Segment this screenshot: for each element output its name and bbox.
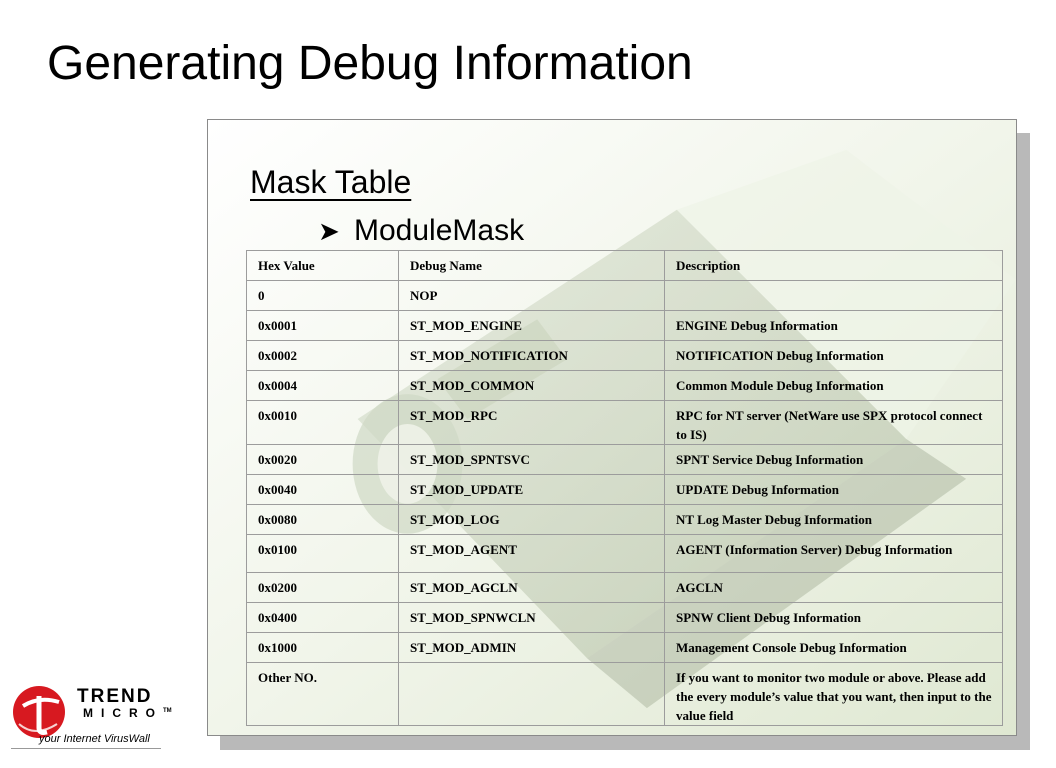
cell-desc: NT Log Master Debug Information: [665, 505, 1003, 535]
cell-desc: ENGINE Debug Information: [665, 311, 1003, 341]
arrow-bullet-icon: ➤: [318, 216, 340, 246]
table-row: [247, 633, 1003, 663]
table-row: [247, 371, 1003, 401]
header-description: Description: [665, 251, 1003, 281]
logo-tagline: your Internet VirusWall: [39, 733, 150, 745]
table-row: [247, 603, 1003, 633]
cell-hex: 0x0200: [247, 573, 399, 603]
cell-hex: 0x1000: [247, 633, 399, 663]
cell-name: NOP: [399, 281, 665, 311]
table-row: [247, 281, 1003, 311]
module-mask-table: [246, 250, 1003, 726]
cell-name: ST_MOD_UPDATE: [399, 475, 665, 505]
cell-hex: 0: [247, 281, 399, 311]
cell-name: ST_MOD_SPNWCLN: [399, 603, 665, 633]
cell-desc: If you want to monitor two module or above. Please add the every module’s value that you want, then input to the value field: [665, 663, 1003, 726]
table-row: [247, 341, 1003, 371]
cell-name: ST_MOD_SPNTSVC: [399, 445, 665, 475]
cell-desc: RPC for NT server (NetWare use SPX protocol connect to IS): [665, 401, 1003, 445]
cell-hex: 0x0400: [247, 603, 399, 633]
cell-name: ST_MOD_ENGINE: [399, 311, 665, 341]
cell-name: ST_MOD_RPC: [399, 401, 665, 445]
slide-title: Generating Debug Information: [47, 37, 693, 90]
cell-hex: 0x0002: [247, 341, 399, 371]
cell-desc: SPNW Client Debug Information: [665, 603, 1003, 633]
table-row: [247, 445, 1003, 475]
cell-name: ST_MOD_AGENT: [399, 535, 665, 573]
table-row: [247, 401, 1003, 445]
cell-desc: NOTIFICATION Debug Information: [665, 341, 1003, 371]
cell-hex: 0x0100: [247, 535, 399, 573]
cell-name: ST_MOD_COMMON: [399, 371, 665, 401]
logo-divider: [11, 748, 161, 749]
cell-hex: 0x0010: [247, 401, 399, 445]
cell-hex: 0x0004: [247, 371, 399, 401]
cell-desc: Management Console Debug Information: [665, 633, 1003, 663]
table-row: [247, 475, 1003, 505]
cell-name: [399, 663, 665, 726]
cell-desc: Common Module Debug Information: [665, 371, 1003, 401]
cell-hex: 0x0040: [247, 475, 399, 505]
logo-trademark: TM: [163, 708, 172, 714]
logo-word-micro: [83, 706, 172, 720]
cell-desc: AGCLN: [665, 573, 1003, 603]
table-row: [247, 663, 1003, 726]
table-row: [247, 505, 1003, 535]
section-title: Mask Table: [250, 164, 412, 200]
cell-desc: SPNT Service Debug Information: [665, 445, 1003, 475]
cell-desc: UPDATE Debug Information: [665, 475, 1003, 505]
cell-name: ST_MOD_AGCLN: [399, 573, 665, 603]
bullet-item: [318, 214, 524, 248]
bullet-label: ModuleMask: [354, 214, 525, 247]
cell-desc: [665, 281, 1003, 311]
cell-name: ST_MOD_NOTIFICATION: [399, 341, 665, 371]
table-row: [247, 311, 1003, 341]
header-debug-name: Debug Name: [399, 251, 665, 281]
cell-hex: 0x0020: [247, 445, 399, 475]
logo-word-trend: TREND: [77, 686, 153, 707]
table-header-row: [247, 251, 1003, 281]
header-hex-value: Hex Value: [247, 251, 399, 281]
trend-micro-logo: [11, 682, 172, 752]
table-row: [247, 573, 1003, 603]
cell-desc: AGENT (Information Server) Debug Information: [665, 535, 1003, 573]
table-row: [247, 535, 1003, 573]
cell-hex: Other NO.: [247, 663, 399, 726]
cell-name: ST_MOD_ADMIN: [399, 633, 665, 663]
cell-hex: 0x0080: [247, 505, 399, 535]
logo-micro-text: MICRO: [83, 706, 163, 720]
cell-name: ST_MOD_LOG: [399, 505, 665, 535]
cell-hex: 0x0001: [247, 311, 399, 341]
content-frame: [207, 119, 1017, 736]
